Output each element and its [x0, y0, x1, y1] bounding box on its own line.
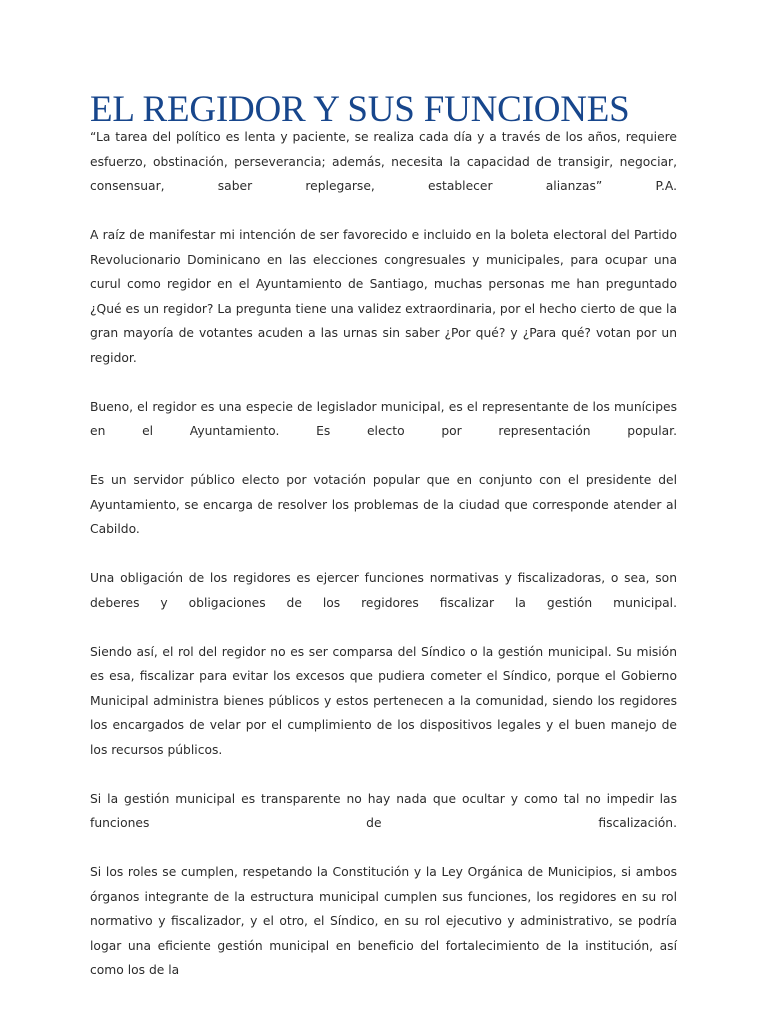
document-page — [90, 88, 677, 1007]
paragraph-role: Siendo así, el rol del regidor no es ser comparsa del Síndico o la gestión municipal. Su misión es esa, fiscalizar para evitar los excesos que pudiera cometer el Síndico, porque el Gobierno Municipal administra bienes públicos y estos pertenecen a la comunidad, siendo los regidores los encargados de velar por el cumplimiento de los dispositivos legales y el buen manejo de los recursos públicos. — [90, 644, 677, 757]
paragraph-intro: A raíz de manifestar mi intención de ser favorecido e incluido en la boleta electoral del Partido Revolucionario Dominicano en las elecciones congresuales y municipales, para ocupar una curul como regidor en el Ayuntamiento de Santiago, muchas personas me han preguntado ¿Qué es un regidor? La pregunta tiene una validez extraordinaria, por el hecho cierto de que la gran mayoría de votantes acuden a las urnas sin saber ¿Por qué? y ¿Para qué? votan por un regidor. — [90, 228, 677, 365]
paragraph-public-servant: Es un servidor público electo por votación popular que en conjunto con el presidente del Ayuntamiento, se encarga de resolver los problemas de la ciudad que corresponde atender al Cabildo. — [90, 473, 677, 536]
paragraph-obligations: Una obligación de los regidores es ejercer funciones normativas y fiscalizadoras, o sea, son deberes y obligaciones de los regidores fiscalizar la gestión municipal. — [90, 571, 677, 610]
document-title: EL REGIDOR Y SUS FUNCIONES — [90, 89, 630, 130]
paragraph-roles: Si los roles se cumplen, respetando la Constitución y la Ley Orgánica de Municipios, si ambos órganos integrante de la estructura municipal cumplen sus funciones, los regidores en su rol normativo y fiscalizador, y el otro, el Síndico, en su rol ejecutivo y administrativo, se podría logar una eficiente gestión municipal en beneficio del fortalecimiento de la institución, así como los de la — [90, 865, 677, 977]
paragraph-transparency: Si la gestión municipal es transparente no hay nada que ocultar y como tal no impedir las funciones de fiscalización. — [90, 791, 677, 830]
paragraph-quote: “La tarea del político es lenta y paciente, se realiza cada día y a través de los años, requiere esfuerzo, obstinación, perseverancia; además, necesita la capacidad de transigir, negociar, consensuar, saber replegarse, establecer alianzas” P.A. — [90, 130, 677, 193]
paragraph-definition: Bueno, el regidor es una especie de legislador municipal, es el representante de los munícipes en el Ayuntamiento. Es electo por representación popular. — [90, 399, 677, 438]
